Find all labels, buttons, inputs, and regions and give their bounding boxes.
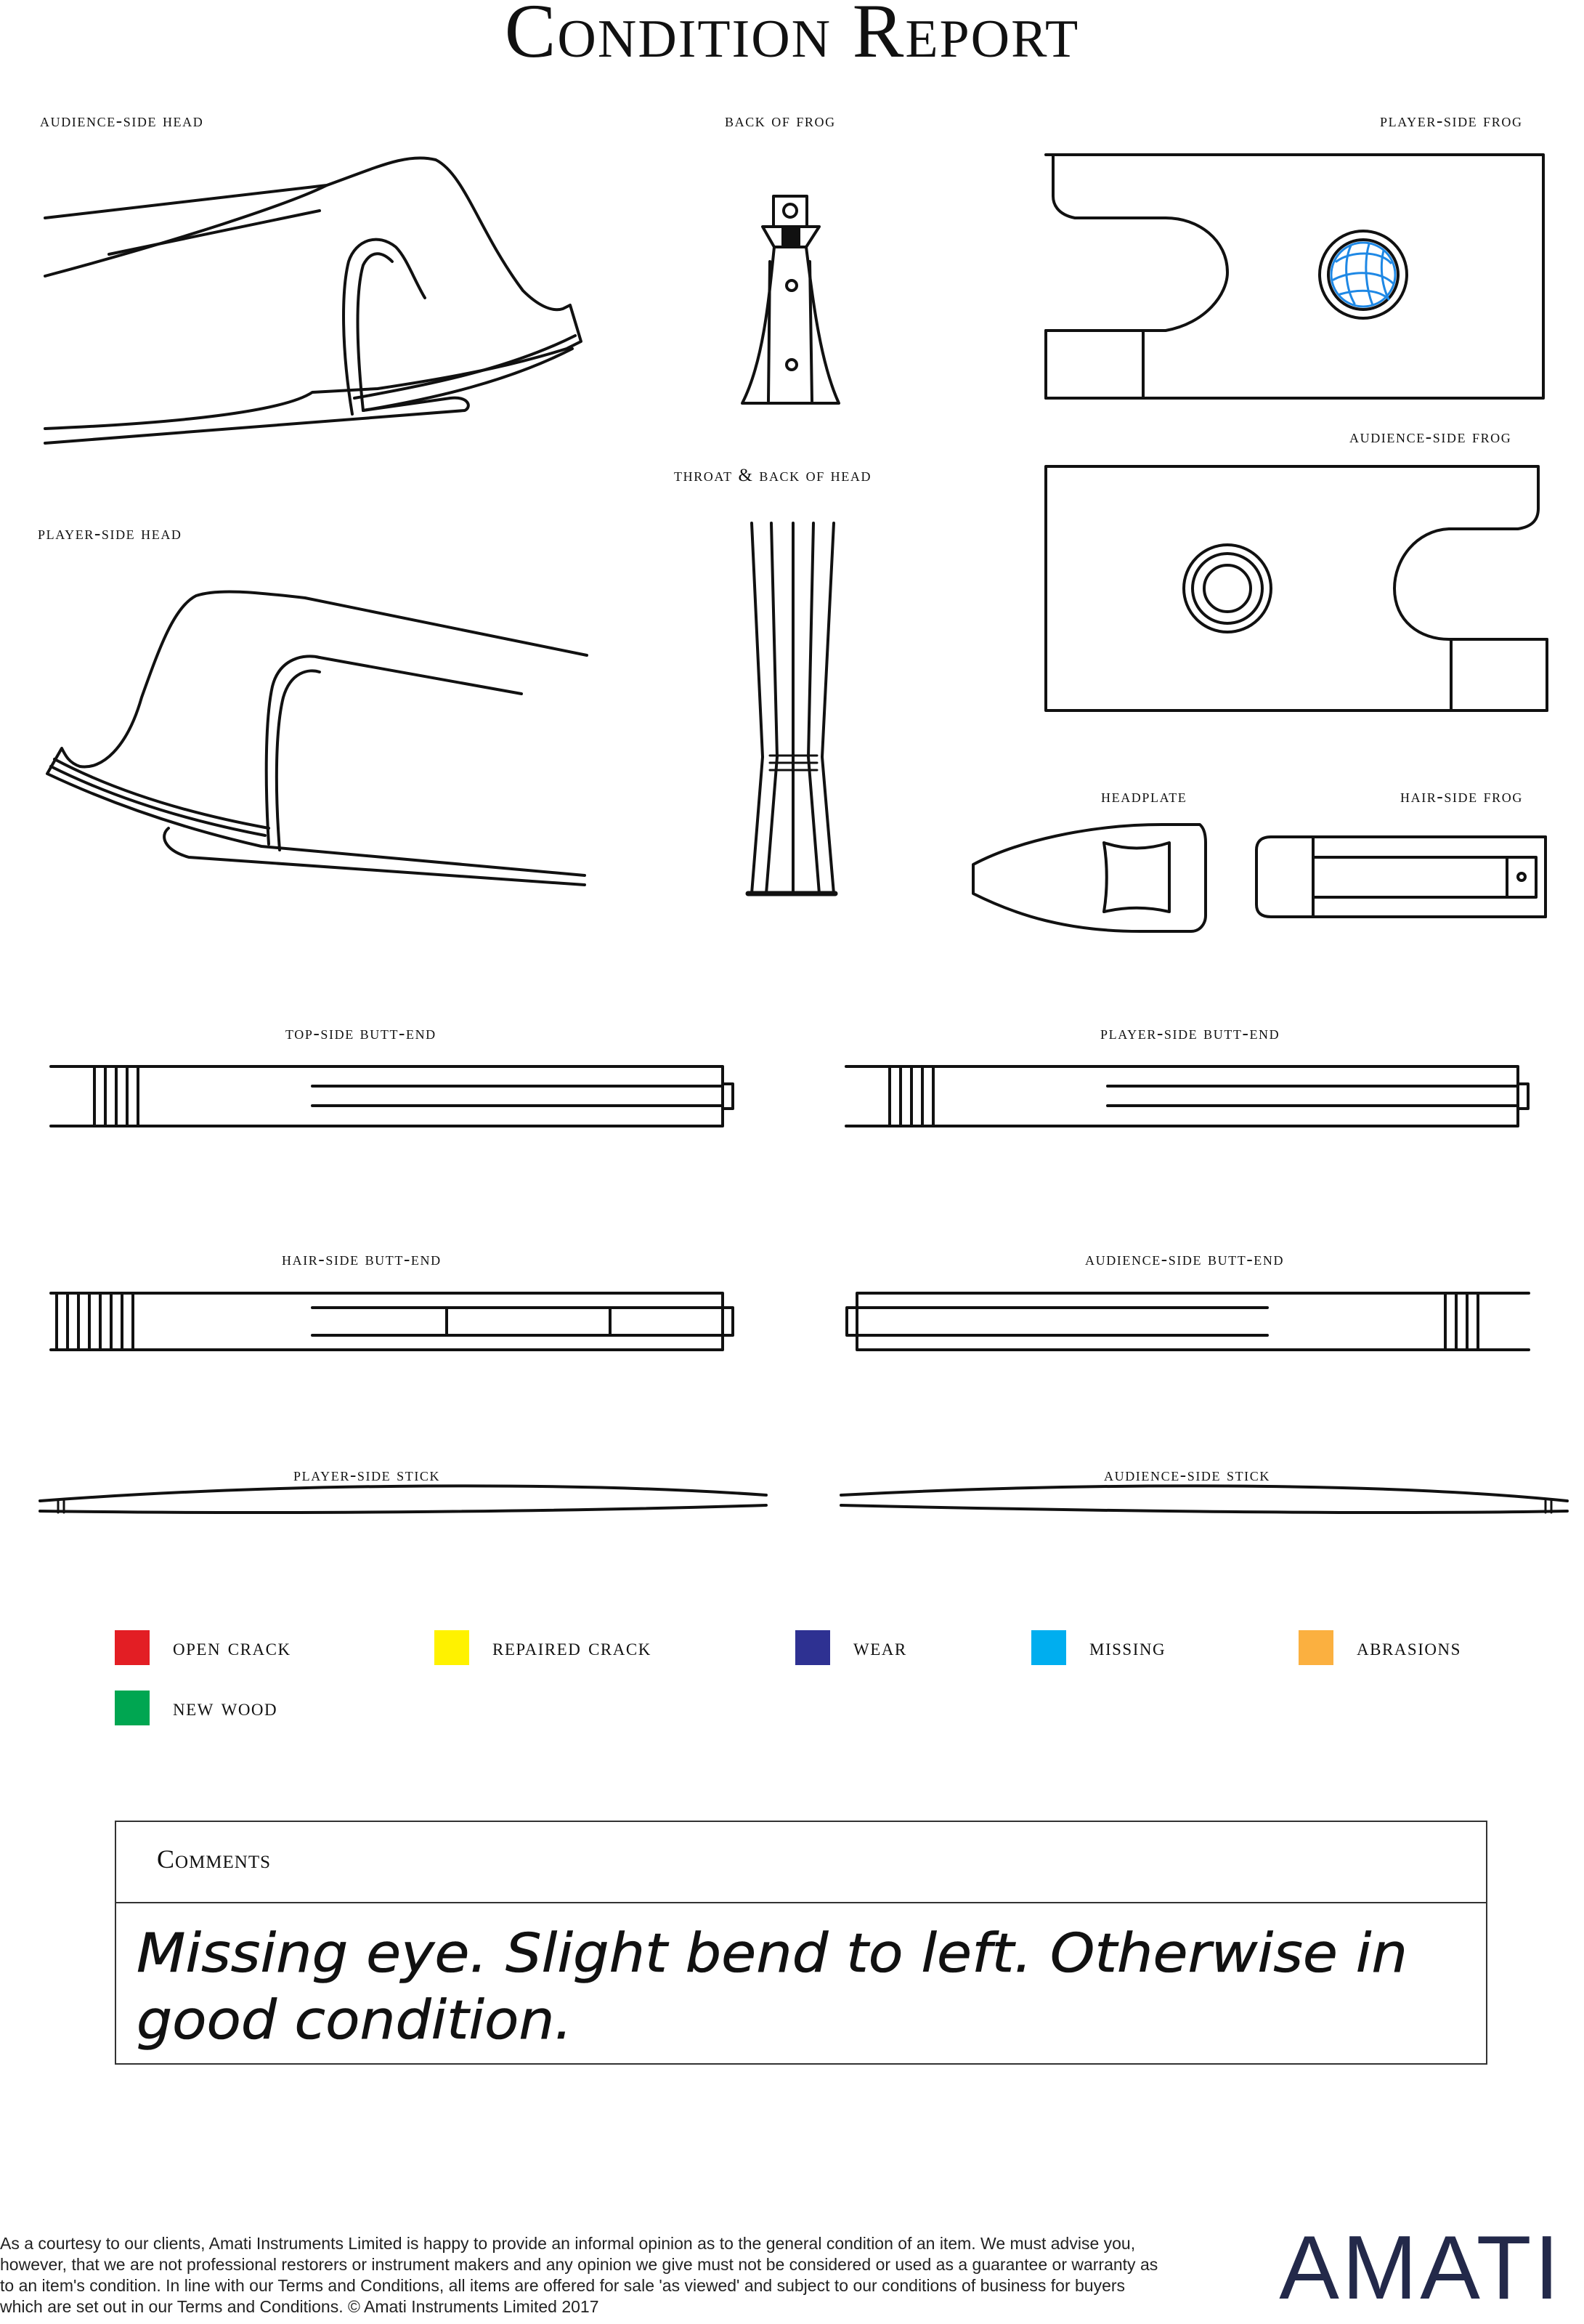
missing-eye-marking bbox=[1331, 243, 1395, 307]
legend-label: wear bbox=[853, 1635, 907, 1661]
amati-logo: AMATI bbox=[1279, 2218, 1562, 2318]
hair-side-butt-end-drawing bbox=[51, 1293, 733, 1350]
throat-back-of-head-drawing bbox=[748, 523, 835, 894]
player-side-frog-drawing bbox=[1046, 155, 1543, 398]
label-audience-side-head: audience-side head bbox=[40, 111, 204, 131]
legend-swatch bbox=[115, 1691, 150, 1725]
legend-swatch bbox=[1031, 1630, 1066, 1665]
player-side-butt-end-drawing bbox=[846, 1066, 1528, 1126]
audience-side-frog-drawing bbox=[1046, 466, 1547, 710]
comments-handwriting bbox=[129, 1908, 1466, 2064]
comments-header bbox=[116, 1822, 1486, 1903]
page-title: Condition Report bbox=[504, 0, 1080, 73]
label-back-of-frog: back of frog bbox=[725, 111, 836, 131]
handwriting-line-1: Missing eye. Slight bend to left. Otherwise in bbox=[137, 1922, 1408, 1985]
disclaimer-text: As a courtesy to our clients, Amati Instruments Limited is happy to provide an informal opinion as to the general condition of an item. We must advise you, however, that we are not professional restorers or instrument makers and any opinion we give must not be considered or used as a guarantee or warranty as to an item's condition. In line with our Terms and Conditions, all items are offered for sale 'as viewed' and subject to our conditions of business for buyers which are set out in our Terms and Conditions. © Amati Instruments Limited 2017 bbox=[0, 2234, 1158, 2316]
legend-swatch bbox=[115, 1630, 150, 1665]
back-of-frog-drawing bbox=[742, 196, 839, 403]
label-audience-side-stick: audience-side stick bbox=[1104, 1465, 1270, 1485]
player-side-head-drawing bbox=[47, 591, 587, 885]
legend-label: repaired crack bbox=[492, 1635, 651, 1661]
label-top-side-butt-end: top-side butt-end bbox=[285, 1024, 436, 1043]
label-throat-back-of-head: throat & back of head bbox=[674, 466, 872, 485]
audience-side-head-drawing bbox=[45, 158, 581, 443]
label-player-side-frog: player-side frog bbox=[1380, 111, 1523, 131]
legend-label: new wood bbox=[173, 1695, 278, 1721]
legend-swatch bbox=[795, 1630, 830, 1665]
comments-box bbox=[115, 1821, 1487, 2065]
legend-label: open crack bbox=[173, 1635, 291, 1661]
label-audience-side-frog: audience-side frog bbox=[1349, 427, 1512, 447]
label-hair-side-frog: hair-side frog bbox=[1400, 787, 1523, 806]
audience-side-butt-end-drawing bbox=[847, 1293, 1529, 1350]
legend-swatch bbox=[434, 1630, 469, 1665]
legend-label: abrasions bbox=[1357, 1635, 1461, 1661]
legend-swatch bbox=[1299, 1630, 1333, 1665]
player-side-stick-drawing bbox=[40, 1486, 766, 1513]
label-hair-side-butt-end: hair-side butt-end bbox=[282, 1250, 442, 1269]
label-player-side-head: player-side head bbox=[38, 524, 182, 543]
comments-title: Comments bbox=[157, 1845, 272, 1874]
top-side-butt-end-drawing bbox=[51, 1066, 733, 1126]
label-headplate: headplate bbox=[1101, 787, 1187, 806]
label-player-side-stick: player-side stick bbox=[293, 1465, 441, 1485]
handwritten-comment bbox=[129, 1908, 1466, 2060]
audience-side-stick-drawing bbox=[841, 1486, 1567, 1513]
hair-side-frog-drawing bbox=[1256, 837, 1546, 917]
headplate-drawing bbox=[973, 825, 1206, 931]
handwriting-line-2: good condition. bbox=[137, 1989, 572, 2052]
label-audience-side-butt-end: audience-side butt-end bbox=[1085, 1250, 1285, 1269]
legend-label: missing bbox=[1089, 1635, 1166, 1661]
label-player-side-butt-end: player-side butt-end bbox=[1100, 1024, 1280, 1043]
